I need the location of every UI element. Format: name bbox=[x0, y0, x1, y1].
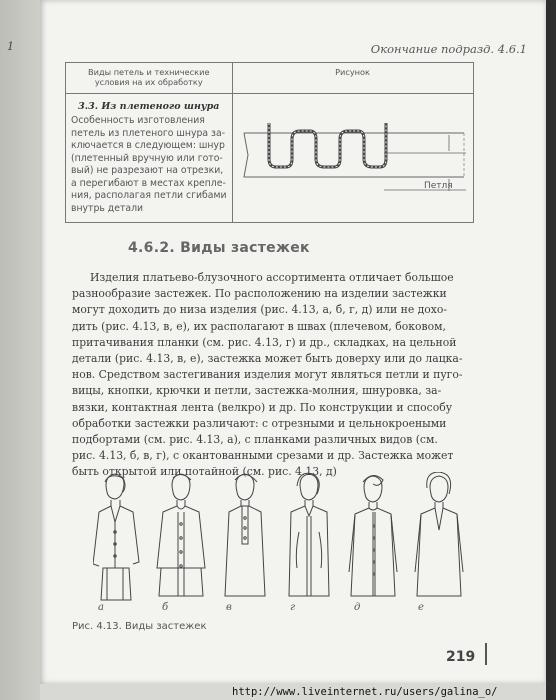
figure-caption: Рис. 4.13. Виды застежек bbox=[72, 621, 207, 632]
body-line: разнообразие застежек. По расположению на изделии застежки bbox=[72, 287, 447, 301]
page-number: 219 bbox=[446, 649, 476, 665]
body-line: нов. Средством застегивания изделия могут являться петли и пуго- bbox=[72, 368, 463, 382]
row-text-line: ния, располагая петли сгибами bbox=[71, 190, 227, 201]
page bbox=[40, 0, 545, 684]
margin-mark: 1 bbox=[7, 40, 14, 53]
col2-header: Рисунок bbox=[232, 63, 473, 94]
page-number-rule bbox=[485, 643, 487, 665]
section-heading: 4.6.2. Виды застежек bbox=[128, 240, 310, 256]
running-header: Окончание подразд. 4.6.1 bbox=[370, 42, 527, 56]
row-text-line: вый) не разрезают на отрезки, bbox=[71, 165, 224, 176]
row-text-line: Особенность изготовления bbox=[71, 115, 205, 126]
figure-d-drawing bbox=[349, 475, 397, 596]
body-line: рис. 4.13, б, в, г), с окантованными срезами и др. Застежка может bbox=[72, 449, 454, 463]
figure-v-drawing bbox=[225, 474, 265, 596]
loop-label: Петля bbox=[423, 181, 453, 191]
body-line: вицы, кнопки, крючки и петли, застежка-молния, шнуровка, за- bbox=[72, 384, 442, 398]
row-text-line: ключается в следующем: шнур bbox=[71, 140, 225, 151]
body-paragraph bbox=[72, 270, 472, 481]
body-line: вязки, контактная лента (велкро) и др. По конструкции и способу bbox=[72, 400, 453, 414]
closures-illustration bbox=[93, 472, 473, 602]
figure-e-drawing bbox=[415, 472, 463, 596]
table-header-row bbox=[66, 63, 474, 94]
row-text bbox=[67, 115, 231, 219]
col1-header: Виды петель и технические условия на их обработку bbox=[66, 63, 233, 94]
body-line: могут доходить до низа изделия (рис. 4.13, а, б, г, д) или не дохо- bbox=[72, 303, 448, 317]
table-row bbox=[66, 94, 474, 223]
loops-table bbox=[65, 62, 474, 223]
row-text-line: а перегибают в местах крепле- bbox=[71, 177, 226, 189]
figure-b-drawing bbox=[157, 474, 205, 596]
figure-label: е bbox=[418, 602, 424, 613]
page-edge-shadow bbox=[546, 0, 556, 700]
body-line: обработки застежки различают: с отрезными и цельнокроеными bbox=[72, 416, 447, 430]
body-line: детали (рис. 4.13, в, е), застежка может быть доверху или до лацка- bbox=[72, 352, 463, 366]
body-line: подбортами (см. рис. 4.13, а), с планками различных видов (см. bbox=[72, 433, 438, 447]
loop-drawing-cell bbox=[232, 94, 473, 223]
body-line: быть открытой или потайной (см. рис. 4.13, д) bbox=[72, 465, 337, 479]
row-title: 3.3. Из плетеного шнура bbox=[78, 101, 220, 112]
body-line: Изделия платьево-блузочного ассортимента отличает большое bbox=[90, 271, 454, 284]
figure-g-drawing bbox=[289, 473, 329, 596]
source-url: http://www.liveinternet.ru/users/galina_o/ bbox=[232, 686, 498, 698]
body-line: дить (рис. 4.13, в, е), их располагают в швах (плечевом, боковом, bbox=[72, 319, 446, 333]
figure-label: д bbox=[354, 602, 361, 613]
figure-label: г bbox=[290, 602, 296, 613]
figure-label: в bbox=[226, 602, 232, 613]
body-line: притачивания планки (см. рис. 4.13, г) и др., складках, на цельной bbox=[72, 335, 457, 349]
braided-cord-loop-drawing bbox=[234, 95, 472, 219]
figure-label: б bbox=[162, 602, 169, 613]
row-description-cell bbox=[66, 94, 233, 223]
row-text-line: петель из плетеного шнура за- bbox=[71, 127, 226, 139]
row-text-line: внутрь детали bbox=[71, 202, 144, 214]
figure-a-drawing bbox=[93, 474, 139, 600]
book-spine-shadow bbox=[0, 0, 40, 700]
figure-label: а bbox=[98, 602, 104, 613]
row-text-line: (плетенный вручную или гото- bbox=[71, 152, 223, 164]
